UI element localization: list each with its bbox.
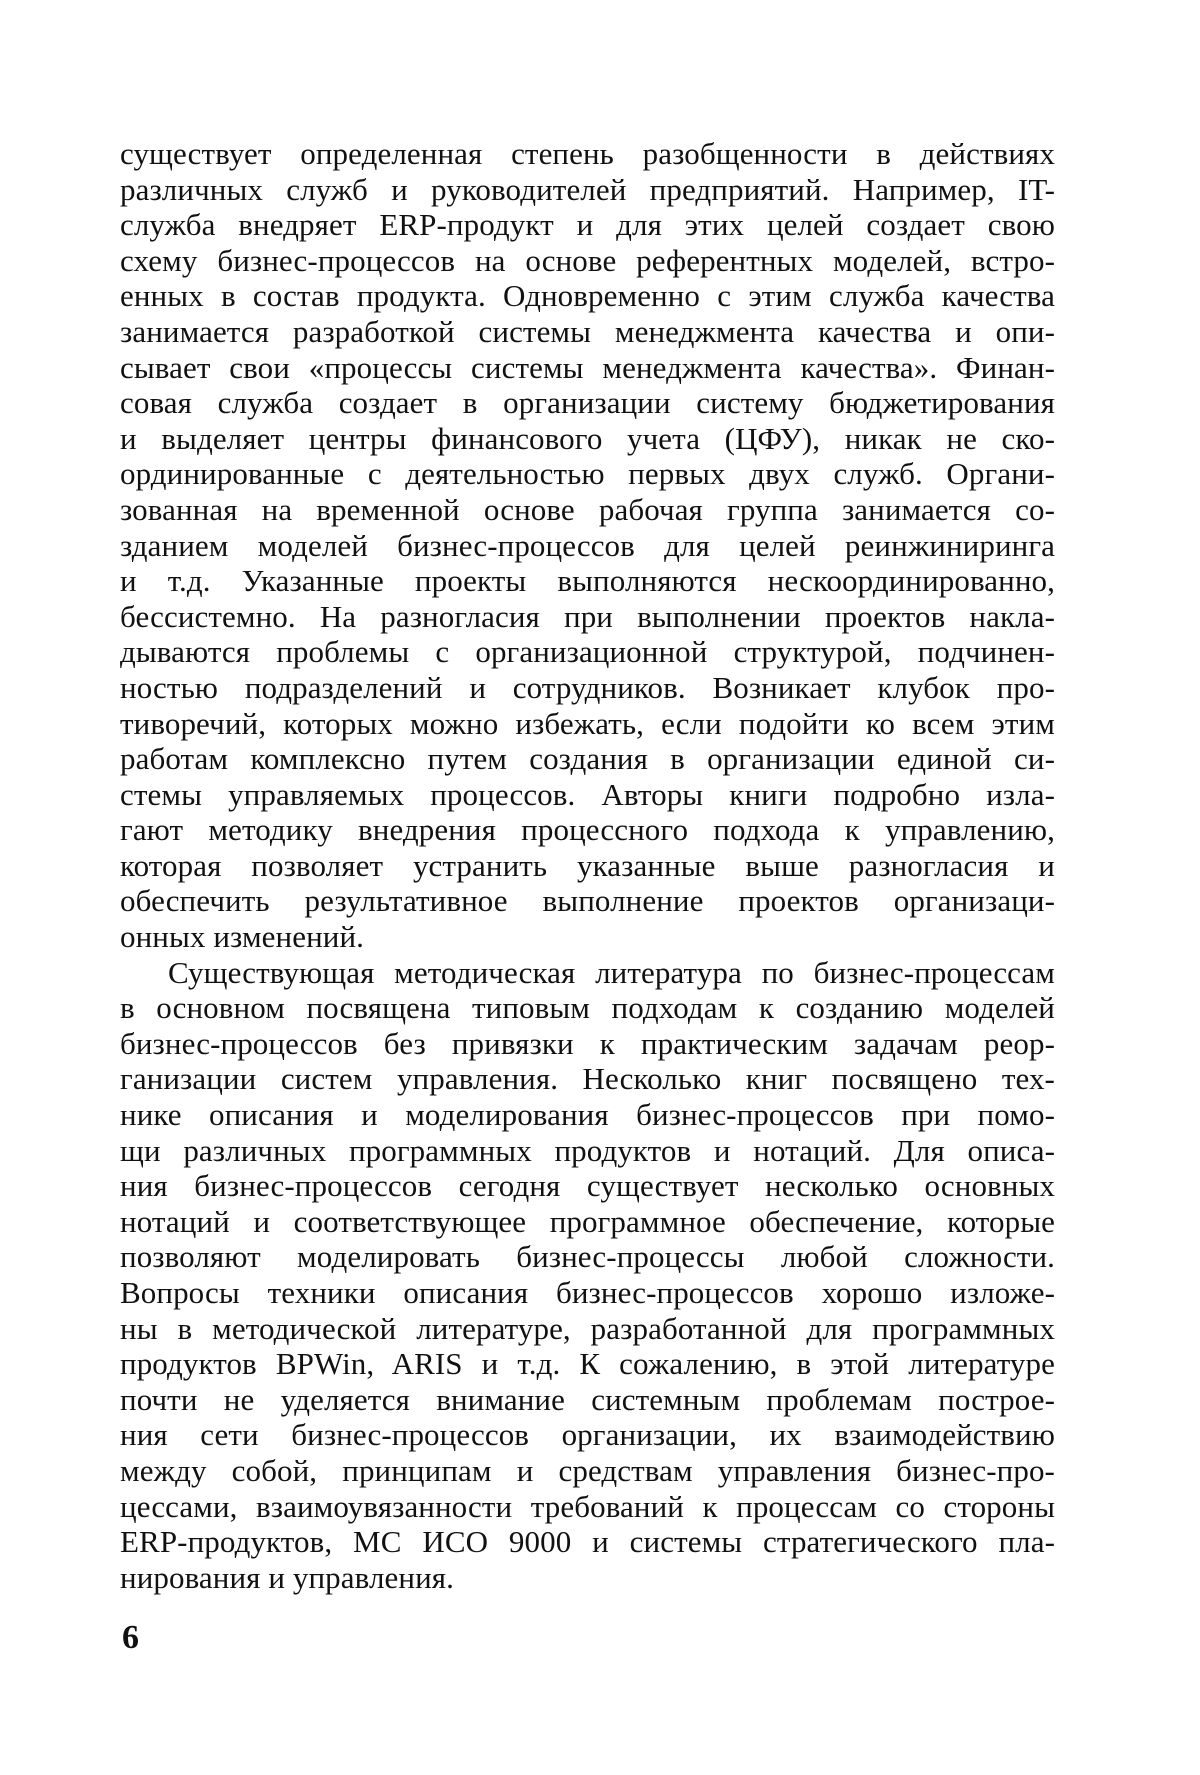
text-line: тиворечий, которых можно избежать, если подойти ко всем этим — [120, 705, 1055, 741]
text-line: нотаций и соответствующее программное обеспечение, которые — [120, 1203, 1055, 1239]
text-line: гают методику внедрения процессного подхода к управлению, — [120, 812, 1055, 848]
text-line: ния бизнес-процессов сегодня существует несколько основных — [120, 1168, 1055, 1204]
text-line: почти не уделяется внимание системным проблемам построе- — [120, 1381, 1055, 1417]
text-line: зованная на временной основе рабочая группа занимается со- — [120, 491, 1055, 527]
text-line: в основном посвящена типовым подходам к созданию моделей — [120, 990, 1055, 1026]
text-line: цессами, взаимоувязанности требований к процессам со стороны — [120, 1488, 1055, 1524]
text-line: ния сети бизнес-процессов организации, их взаимодействию — [120, 1417, 1055, 1453]
text-line: работам комплексно путем создания в организации единой си- — [120, 741, 1055, 777]
text-line: щи различных программных продуктов и нотаций. Для описа- — [120, 1132, 1055, 1168]
text-line: которая позволяет устранить указанные выше разногласия и — [120, 847, 1055, 883]
paragraph-1 — [120, 136, 1055, 955]
text-line: и т.д. Указанные проекты выполняются нескоординированно, — [120, 563, 1055, 599]
text-line: между собой, принципам и средствам управления бизнес-про- — [120, 1452, 1055, 1488]
text-line: Вопросы техники описания бизнес-процессов хорошо изложе- — [120, 1275, 1055, 1310]
text-line: нике описания и моделирования бизнес-процессов при помо- — [120, 1097, 1055, 1133]
text-line: енных в состав продукта. Одновременно с этим служба качества — [120, 278, 1055, 314]
text-line: бизнес-процессов без привязки к практическим задачам реор- — [120, 1025, 1055, 1061]
text-line: ординированные с деятельностью первых двух служб. Органи- — [120, 456, 1055, 492]
text-line: ганизации систем управления. Несколько книг посвящено тех- — [120, 1061, 1055, 1097]
text-line: нирования и управления. — [120, 1559, 454, 1595]
text-line: дываются проблемы с организационной структурой, подчинен- — [120, 634, 1055, 670]
text-line: занимается разработкой системы менеджмента качества и опи- — [120, 313, 1055, 349]
text-line: сывает свои «процессы системы менеджмента качества». Финан- — [120, 349, 1055, 385]
text-line: различных служб и руководителей предприятий. Например, IT- — [120, 171, 1055, 207]
text-line: служба внедряет ERP-продукт и для этих целей создает свою — [120, 207, 1055, 243]
text-line: Существующая методическая литература по бизнес-процессам — [168, 954, 1055, 990]
text-line: существует определенная степень разобщенности в действиях — [120, 136, 1055, 171]
paragraph-2 — [120, 955, 1055, 1596]
text-line: стемы управляемых процессов. Авторы книги подробно изла- — [120, 776, 1055, 812]
text-line: ERP-продуктов, МС ИСО 9000 и системы стратегического пла- — [120, 1524, 1055, 1560]
text-line: продуктов BPWin, ARIS и т.д. К сожалению, в этой литературе — [120, 1346, 1055, 1382]
text-line: позволяют моделировать бизнес-процессы любой сложности. — [120, 1239, 1055, 1275]
page-number: 6 — [122, 1619, 139, 1656]
text-line: ностью подразделений и сотрудников. Возникает клубок про- — [120, 669, 1055, 705]
text-line: совая служба создает в организации систему бюджетирования — [120, 385, 1055, 421]
text-line: схему бизнес-процессов на основе референтных моделей, встро- — [120, 242, 1055, 278]
text-line: и выделяет центры финансового учета (ЦФУ), никак не ско- — [120, 420, 1055, 456]
text-line: ны в методической литературе, разработанной для программных — [120, 1310, 1055, 1346]
text-line: зданием моделей бизнес-процессов для целей реинжиниринга — [120, 527, 1055, 563]
page-body — [120, 136, 1055, 1595]
text-line: онных изменений. — [120, 919, 364, 955]
text-line: обеспечить результативное выполнение проектов организаци- — [120, 883, 1055, 919]
text-line: бессистемно. На разногласия при выполнении проектов накла- — [120, 598, 1055, 634]
